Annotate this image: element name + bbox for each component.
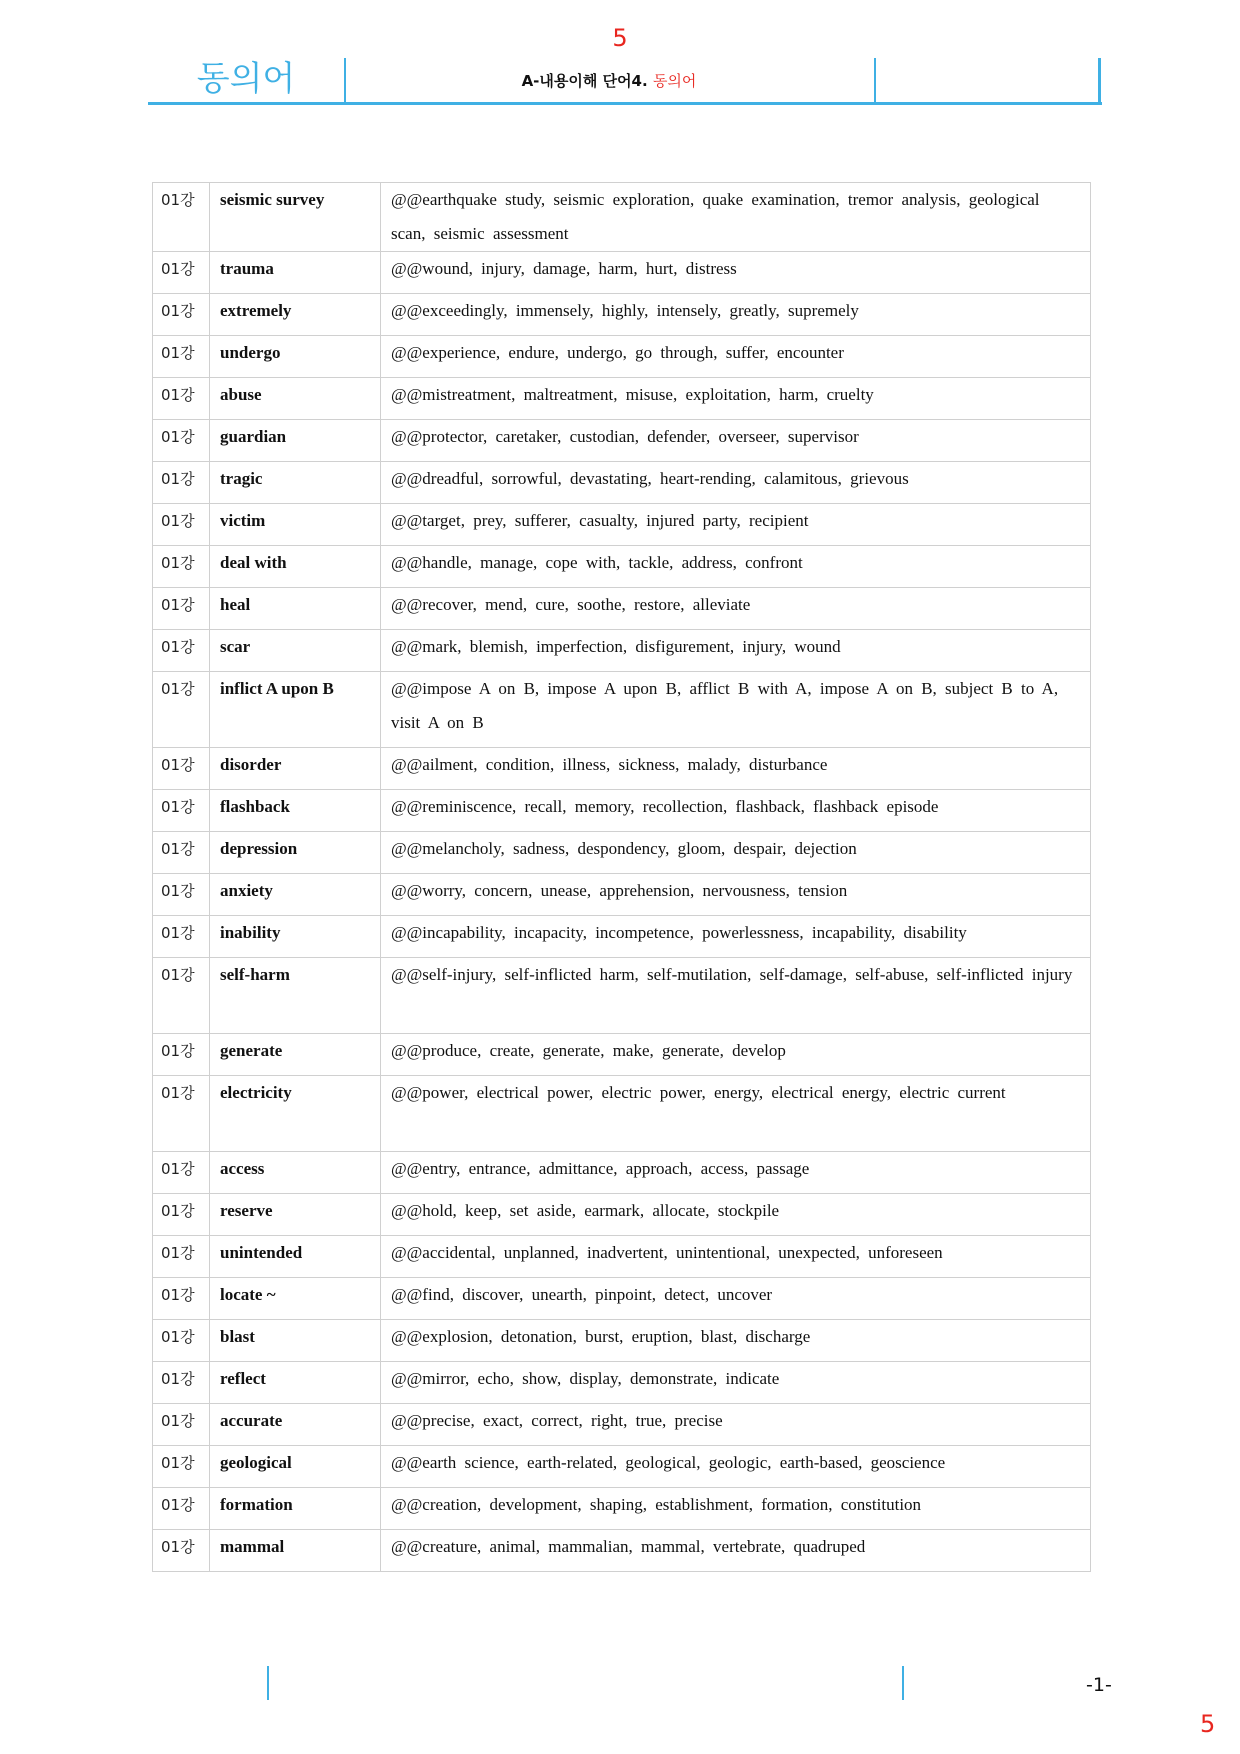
table-row [153,1278,1091,1320]
word-cell: blast [210,1320,381,1362]
footer-divider [267,1666,269,1700]
word-cell: depression [210,832,381,874]
synonyms-cell: @@mark, blemish, imperfection, disfigurement, injury, wound [381,630,1091,672]
word-cell: accurate [210,1404,381,1446]
table-row [153,916,1091,958]
word-cell: inability [210,916,381,958]
table-row [153,1034,1091,1076]
table-row [153,832,1091,874]
synonyms-cell: @@power, electrical power, electric power, energy, electrical energy, electric current [381,1076,1091,1152]
word-cell: electricity [210,1076,381,1152]
table-row [153,588,1091,630]
lesson-cell: 01강 [153,420,210,462]
synonyms-cell: @@produce, create, generate, make, generate, develop [381,1034,1091,1076]
synonyms-cell: @@reminiscence, recall, memory, recollection, flashback, flashback episode [381,790,1091,832]
page-header [148,58,1102,105]
lesson-cell: 01강 [153,1236,210,1278]
word-cell: locate ~ [210,1278,381,1320]
table-row [153,1194,1091,1236]
table-row [153,630,1091,672]
synonyms-cell: @@mirror, echo, show, display, demonstrate, indicate [381,1362,1091,1404]
synonyms-cell: @@mistreatment, maltreatment, misuse, exploitation, harm, cruelty [381,378,1091,420]
lesson-cell: 01강 [153,958,210,1034]
lesson-cell: 01강 [153,1152,210,1194]
word-cell: undergo [210,336,381,378]
lesson-cell: 01강 [153,183,210,252]
table-row [153,1076,1091,1152]
synonyms-cell: @@earth science, earth-related, geological, geologic, earth-based, geoscience [381,1446,1091,1488]
bottom-page-number: 5 [1200,1710,1216,1738]
synonyms-cell: @@creature, animal, mammalian, mammal, vertebrate, quadruped [381,1530,1091,1572]
word-cell: anxiety [210,874,381,916]
lesson-cell: 01강 [153,462,210,504]
synonyms-cell: @@accidental, unplanned, inadvertent, unintentional, unexpected, unforeseen [381,1236,1091,1278]
lesson-cell: 01강 [153,1446,210,1488]
lesson-cell: 01강 [153,1362,210,1404]
lesson-cell: 01강 [153,504,210,546]
synonyms-cell: @@handle, manage, cope with, tackle, address, confront [381,546,1091,588]
table-row [153,1404,1091,1446]
lesson-cell: 01강 [153,546,210,588]
table-row [153,1362,1091,1404]
synonyms-cell: @@impose A on B, impose A upon B, afflict B with A, impose A on B, subject B to A, visit A on B [381,672,1091,748]
word-cell: formation [210,1488,381,1530]
word-cell: access [210,1152,381,1194]
word-cell: disorder [210,748,381,790]
lesson-cell: 01강 [153,588,210,630]
synonyms-cell: @@wound, injury, damage, harm, hurt, distress [381,252,1091,294]
footer-divider [902,1666,904,1700]
table-row [153,1152,1091,1194]
header-title: 동의어 [196,59,296,99]
word-cell: inflict A upon B [210,672,381,748]
table-row [153,504,1091,546]
synonyms-cell: @@find, discover, unearth, pinpoint, detect, uncover [381,1278,1091,1320]
header-divider [874,58,876,102]
table-row [153,1236,1091,1278]
lesson-cell: 01강 [153,1320,210,1362]
table-row [153,336,1091,378]
lesson-cell: 01강 [153,1404,210,1446]
word-cell: trauma [210,252,381,294]
lesson-cell: 01강 [153,1278,210,1320]
lesson-cell: 01강 [153,1194,210,1236]
word-cell: deal with [210,546,381,588]
word-cell: abuse [210,378,381,420]
synonyms-cell: @@explosion, detonation, burst, eruption, blast, discharge [381,1320,1091,1362]
lesson-cell: 01강 [153,874,210,916]
table-row [153,1488,1091,1530]
top-page-number: 5 [612,24,628,52]
synonyms-cell: @@entry, entrance, admittance, approach, access, passage [381,1152,1091,1194]
header-subtitle-prefix: A-내용이해 단어4. [521,72,648,90]
synonyms-cell: @@earthquake study, seismic exploration, quake examination, tremor analysis, geological scan, seismic assessment [381,183,1091,252]
word-cell: geological [210,1446,381,1488]
synonyms-cell: @@target, prey, sufferer, casualty, injured party, recipient [381,504,1091,546]
synonyms-cell: @@exceedingly, immensely, highly, intensely, greatly, supremely [381,294,1091,336]
word-cell: victim [210,504,381,546]
word-cell: reserve [210,1194,381,1236]
word-cell: generate [210,1034,381,1076]
table-row [153,1446,1091,1488]
synonyms-cell: @@worry, concern, unease, apprehension, nervousness, tension [381,874,1091,916]
lesson-cell: 01강 [153,1034,210,1076]
table-row [153,420,1091,462]
table-row [153,252,1091,294]
page-label: -1- [1086,1674,1112,1696]
table-row [153,462,1091,504]
word-cell: mammal [210,1530,381,1572]
lesson-cell: 01강 [153,1530,210,1572]
word-cell: heal [210,588,381,630]
word-cell: seismic survey [210,183,381,252]
lesson-cell: 01강 [153,832,210,874]
synonyms-cell: @@ailment, condition, illness, sickness, malady, disturbance [381,748,1091,790]
synonyms-cell: @@incapability, incapacity, incompetence, powerlessness, incapability, disability [381,916,1091,958]
lesson-cell: 01강 [153,748,210,790]
synonyms-cell: @@precise, exact, correct, right, true, precise [381,1404,1091,1446]
table-row [153,1320,1091,1362]
synonyms-cell: @@creation, development, shaping, establishment, formation, constitution [381,1488,1091,1530]
synonyms-cell: @@self-injury, self-inflicted harm, self-mutilation, self-damage, self-abuse, self-inflicted injury [381,958,1091,1034]
synonyms-cell: @@recover, mend, cure, soothe, restore, alleviate [381,588,1091,630]
lesson-cell: 01강 [153,1488,210,1530]
lesson-cell: 01강 [153,252,210,294]
table-row [153,874,1091,916]
header-divider [1098,58,1101,102]
word-cell: flashback [210,790,381,832]
lesson-cell: 01강 [153,378,210,420]
lesson-cell: 01강 [153,630,210,672]
vocabulary-table [152,182,1091,1572]
lesson-cell: 01강 [153,294,210,336]
table-row [153,546,1091,588]
table-row [153,958,1091,1034]
table-row [153,378,1091,420]
synonyms-cell: @@protector, caretaker, custodian, defender, overseer, supervisor [381,420,1091,462]
lesson-cell: 01강 [153,790,210,832]
table-row [153,183,1091,252]
word-cell: reflect [210,1362,381,1404]
lesson-cell: 01강 [153,916,210,958]
header-subtitle [344,70,874,91]
table-row [153,748,1091,790]
table-row [153,790,1091,832]
word-cell: extremely [210,294,381,336]
word-cell: unintended [210,1236,381,1278]
table-row [153,294,1091,336]
synonyms-cell: @@dreadful, sorrowful, devastating, heart-rending, calamitous, grievous [381,462,1091,504]
lesson-cell: 01강 [153,336,210,378]
synonyms-cell: @@melancholy, sadness, despondency, gloom, despair, dejection [381,832,1091,874]
vocabulary-table-body [153,183,1091,1572]
word-cell: tragic [210,462,381,504]
synonyms-cell: @@hold, keep, set aside, earmark, allocate, stockpile [381,1194,1091,1236]
header-subtitle-highlight: 동의어 [652,72,697,90]
word-cell: guardian [210,420,381,462]
synonyms-cell: @@experience, endure, undergo, go through, suffer, encounter [381,336,1091,378]
word-cell: self-harm [210,958,381,1034]
table-row [153,672,1091,748]
lesson-cell: 01강 [153,1076,210,1152]
table-row [153,1530,1091,1572]
lesson-cell: 01강 [153,672,210,748]
word-cell: scar [210,630,381,672]
